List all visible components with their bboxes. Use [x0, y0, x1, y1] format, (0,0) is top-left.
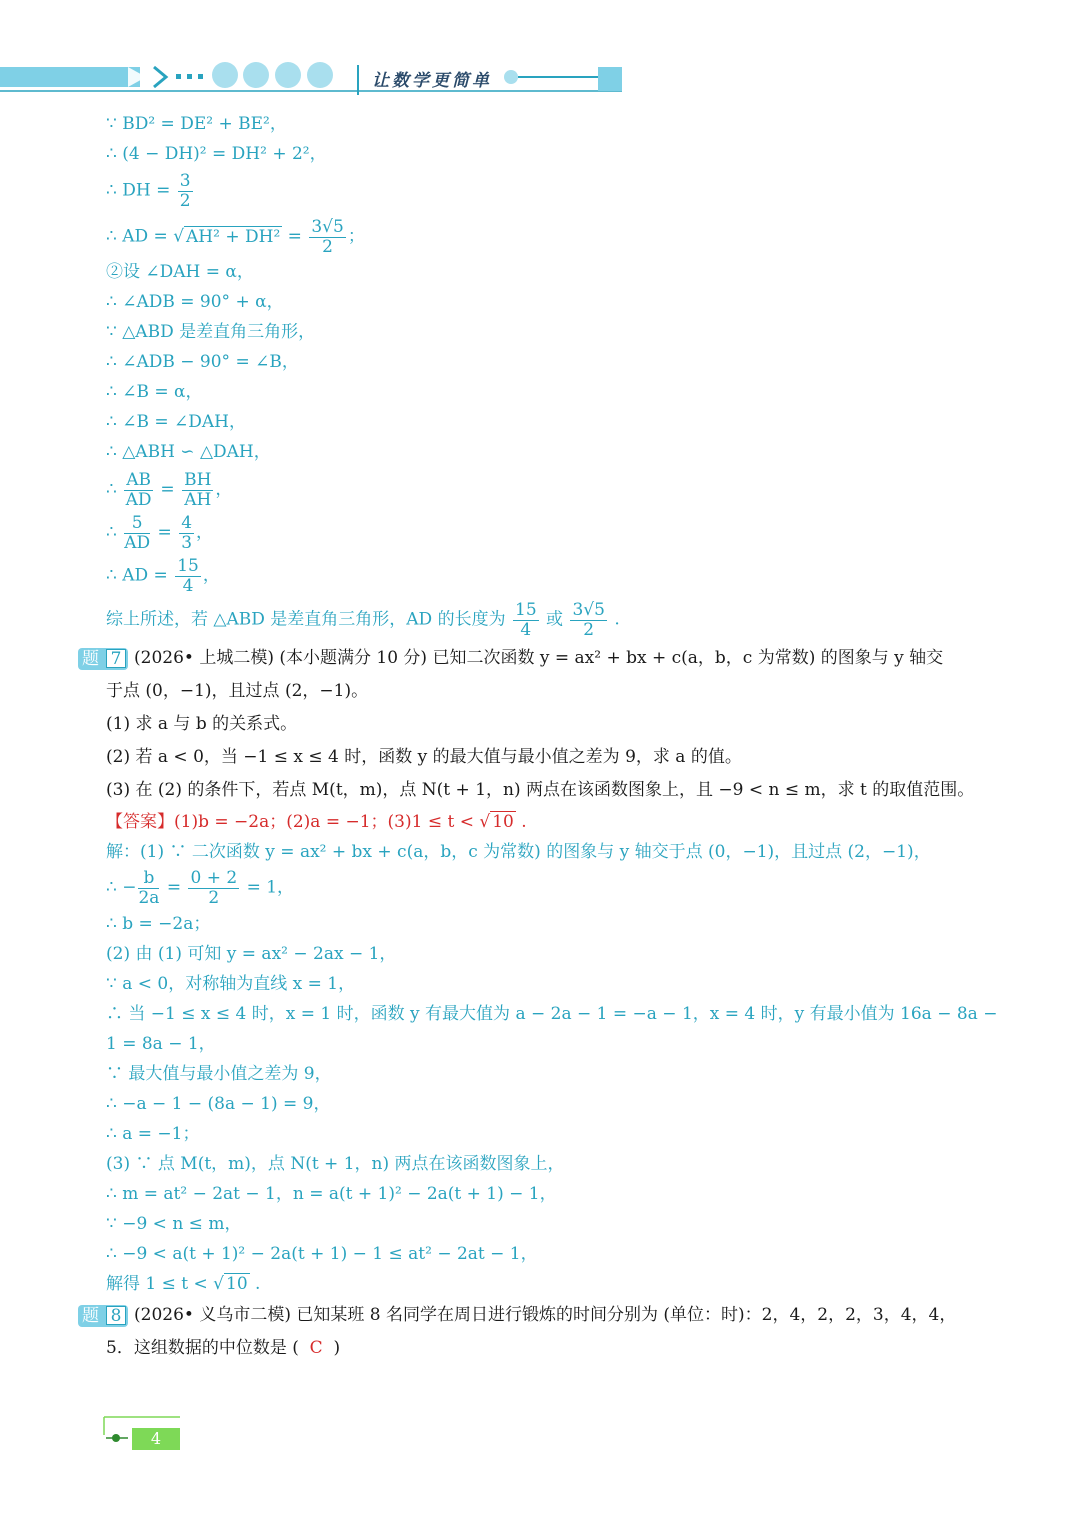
solution-line: ∵ BD² = DE² + BE²， [106, 114, 287, 134]
solution-line: ∴ −9 < a(t + 1)² − 2a(t + 1) − 1 ≤ at² − 2at − 1， [106, 1244, 538, 1264]
solution-line: ∴ $\frac{AB}{AD}$ = $\frac{BH}{AH}$ ， [106, 470, 233, 510]
solution-line: ∴ (4 − DH)² = DH² + 2²， [106, 144, 327, 164]
question-7-stem-cont: 于点 (0，−1)，且过点 (2，−1)。 [106, 681, 369, 701]
solution-line: ∵ a < 0，对称轴为直线 x = 1， [106, 974, 356, 994]
solution-line: 解得 1 ≤ t < √ 10 . [106, 1274, 261, 1294]
header-slogan: 让数学更简单 [372, 71, 492, 91]
solution-line: ∴ ∠ADB = 90° + α， [106, 292, 284, 312]
question-7-part-2: (2) 若 a < 0，当 −1 ≤ x ≤ 4 时，函数 y 的最大值与最小值之差为 9，求 a 的值。 [106, 747, 742, 767]
solution-line: ∵ 最大值与最小值之差为 9， [106, 1064, 332, 1084]
header-decoration [0, 55, 640, 100]
solution-line: ∴ −a − 1 − (8a − 1) = 9， [106, 1094, 331, 1114]
solution-conclusion: 综上所述，若 △ABD 是差直角三角形，AD 的长度为 $\frac{15}{4}$ 或 $\frac{3√5}{2}$ . [106, 600, 620, 640]
solution-line: 1 = 8a − 1， [106, 1034, 216, 1054]
solution-line: ∴ DH = $\frac{3}{2}$ [106, 171, 191, 211]
question-8-stem: (2026• 义乌市二模) 已知某班 8 名同学在周日进行锻炼的时间分别为 (单位：时)：2，4，2，2，3，4，4， [134, 1305, 957, 1325]
solution-line: ∴ △ABH ∽ △DAH， [106, 442, 271, 462]
solution-line: 解：(1) ∵ 二次函数 y = ax² + bx + c(a，b，c 为常数) 的图象与 y 轴交于点 (0，−1)，且过点 (2，−1)， [106, 842, 931, 862]
solution-line: ∴ b = −2a； [106, 914, 211, 934]
solution-line: ∵ △ABD 是差直角三角形， [106, 322, 316, 342]
solution-line: ∴ ∠B = ∠DAH， [106, 412, 246, 432]
question-7-part-3: (3) 在 (2) 的条件下，若点 M(t，m)，点 N(t + 1，n) 两点在该函数图象上，且 −9 < n ≤ m，求 t 的取值范围。 [106, 780, 975, 800]
question-8-answer: C [309, 1338, 323, 1358]
page-number: 4 [132, 1428, 180, 1450]
question-7-tag: 题 7 [78, 648, 128, 670]
solution-line: ∴ AD = $\frac{15}{4}$ ， [106, 556, 220, 596]
question-8-stem-cont: 5．这组数据的中位数是 ( C ) [106, 1338, 341, 1358]
solution-line: ∴ − $\frac{b}{2a}$ = $\frac{0 + 2}{2}$ = 1， [106, 868, 295, 908]
solution-line: ∵ −9 < n ≤ m， [106, 1214, 242, 1234]
solution-line: ∴ $\frac{5}{AD}$ = $\frac{4}{3}$ ， [106, 513, 214, 553]
solution-line: ∴ 当 −1 ≤ x ≤ 4 时，x = 1 时，函数 y 有最大值为 a − 2a − 1 = −a − 1，x = 4 时，y 有最小值为 16a − 8a − [106, 1004, 998, 1024]
page-header [0, 55, 640, 100]
solution-line: (2) 由 (1) 可知 y = ax² − 2ax − 1， [106, 944, 397, 964]
solution-line: ∴ m = at² − 2at − 1，n = a(t + 1)² − 2a(t + 1) − 1， [106, 1184, 557, 1204]
solution-line: ∴ ∠B = α， [106, 382, 203, 402]
question-7-stem: (2026• 上城二模) (本小题满分 10 分) 已知二次函数 y = ax² + bx + c(a，b，c 为常数) 的图象与 y 轴交 [134, 648, 944, 668]
solution-line: ∴ a = −1； [106, 1124, 200, 1144]
solution-line: ∴ AD = √ AH² + DH² = $\frac{3√5}{2}$ ； [106, 217, 365, 257]
question-8-tag: 题 8 [78, 1305, 128, 1327]
solution-line: ∴ ∠ADB − 90° = ∠B， [106, 352, 299, 372]
solution-line: ②设 ∠DAH = α， [106, 262, 254, 282]
solution-line: (3) ∵ 点 M(t，m)，点 N(t + 1，n) 两点在该函数图象上， [106, 1154, 565, 1174]
question-7-part-1: (1) 求 a 与 b 的关系式。 [106, 714, 298, 734]
question-7-answer: 【答案】(1)b = −2a；(2)a = −1；(3)1 ≤ t < √ 10 . [106, 812, 527, 832]
